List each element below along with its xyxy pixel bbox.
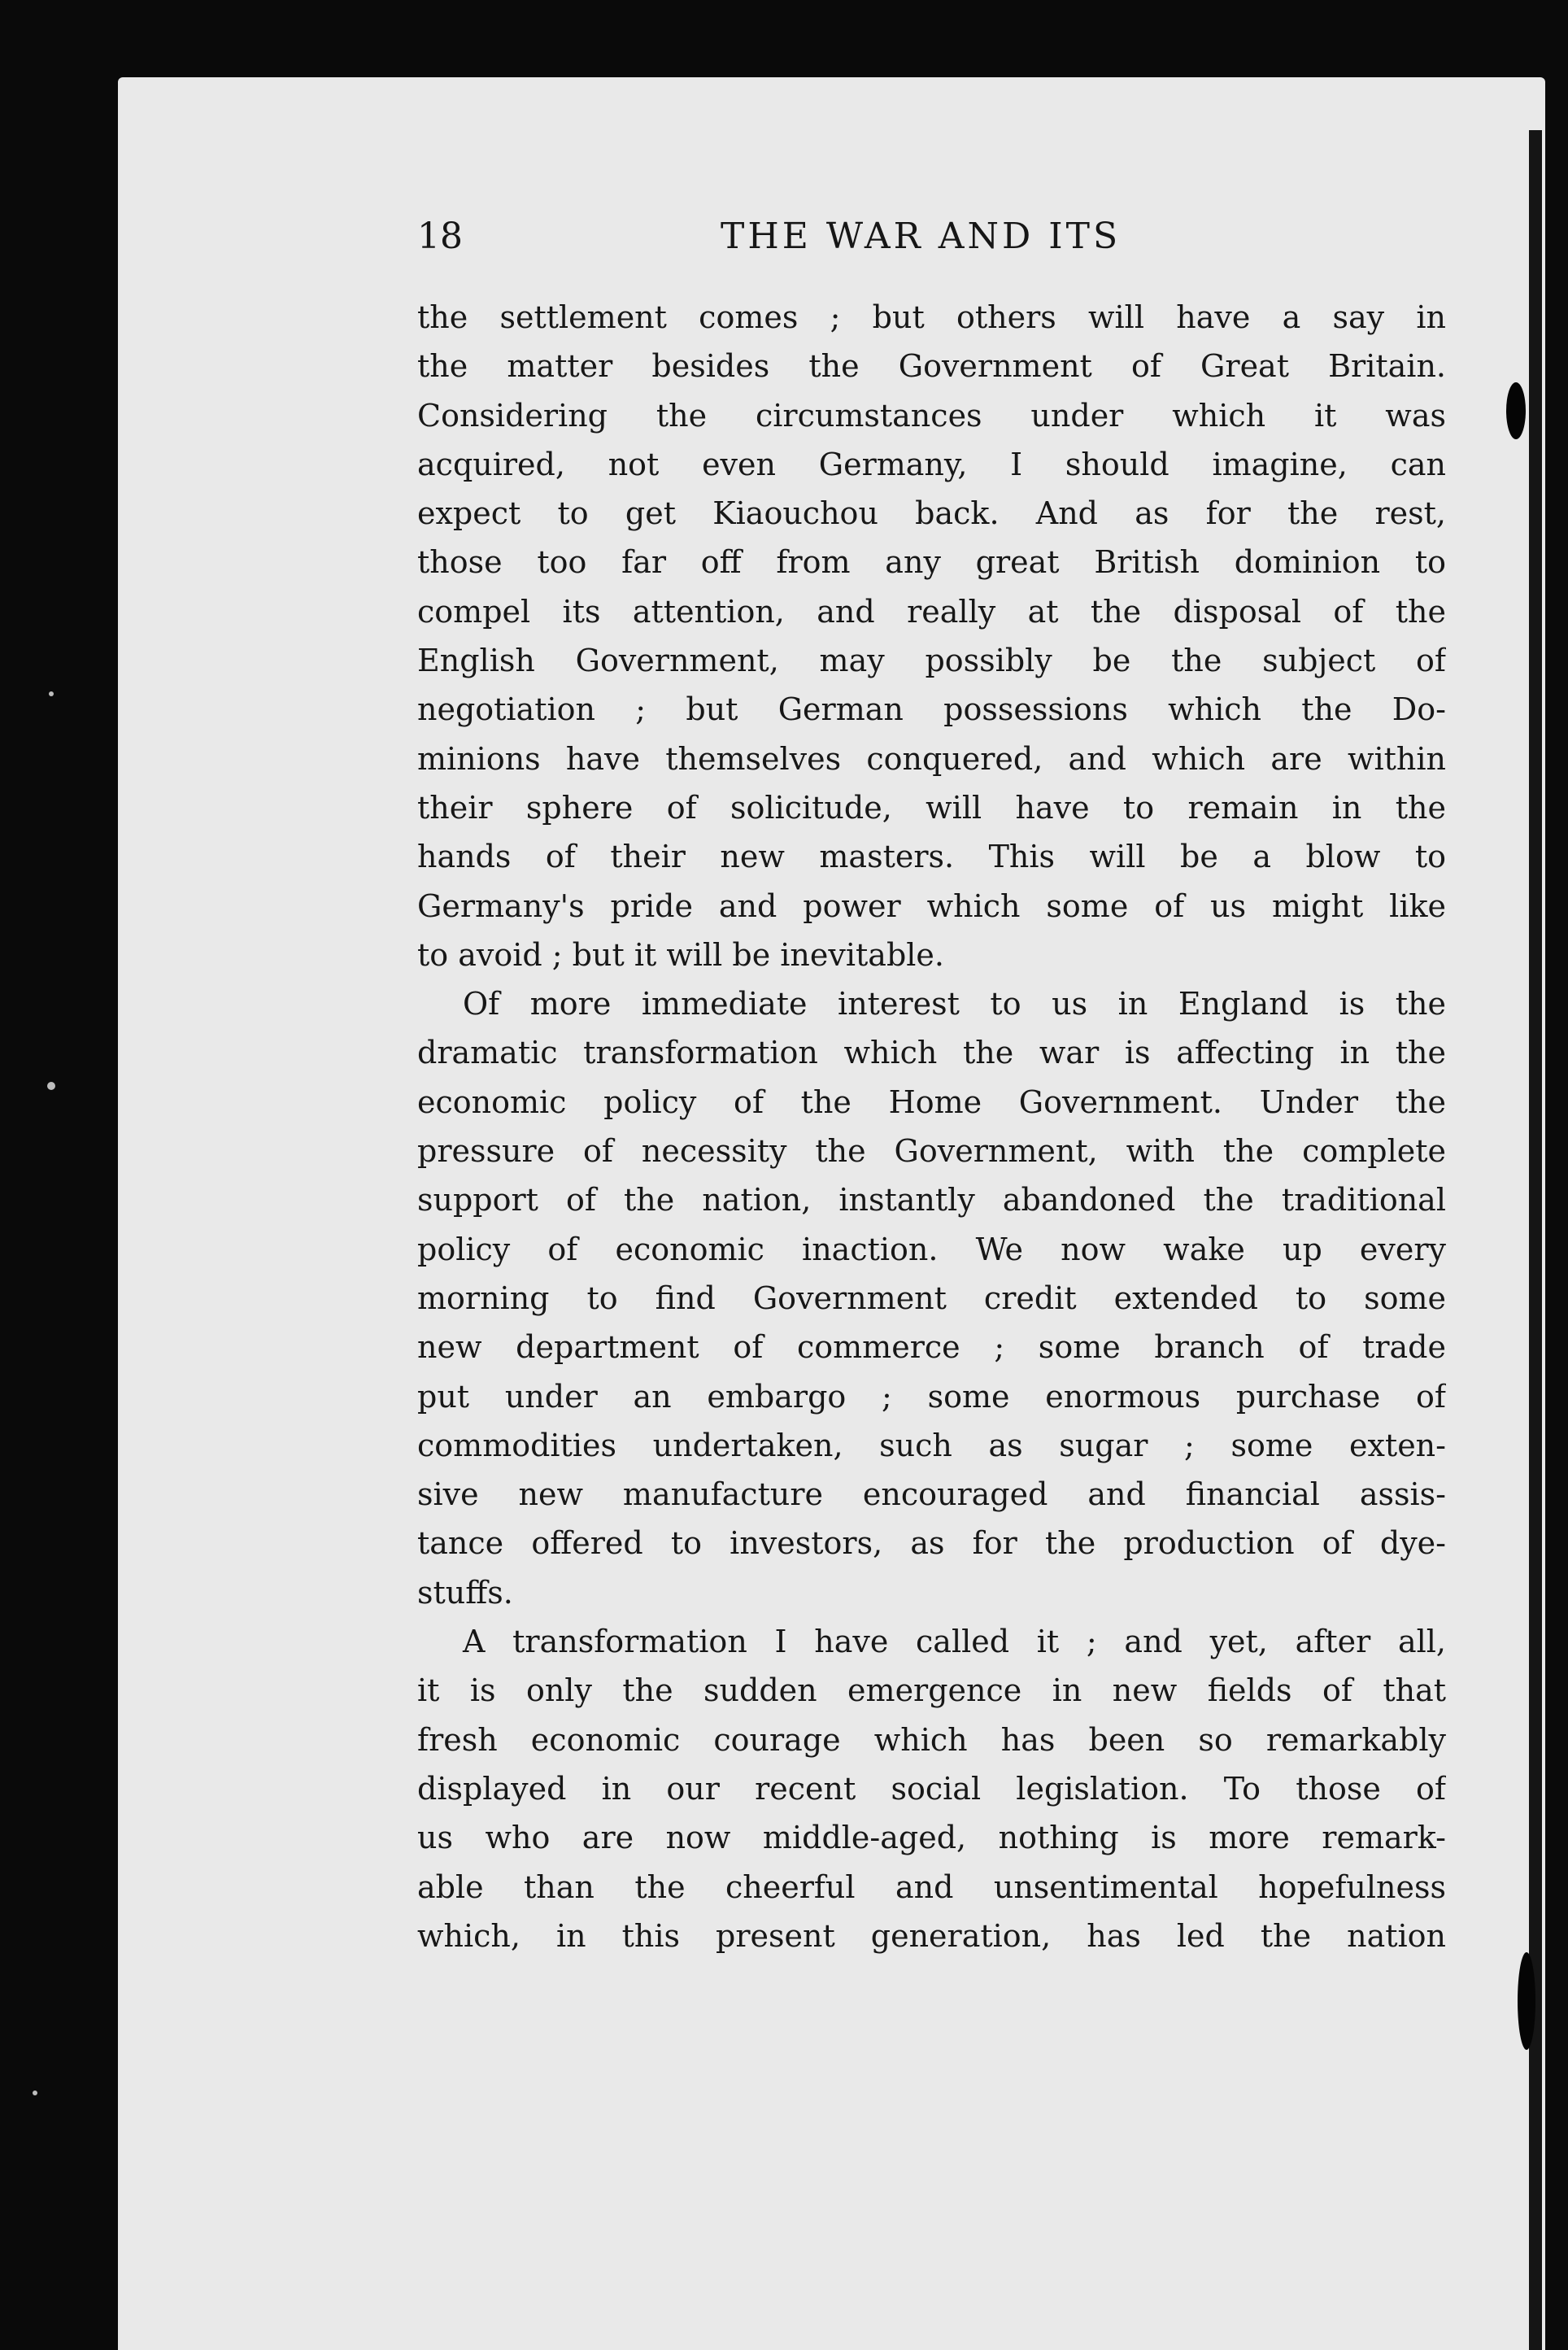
text-line: pressure of necessity the Government, with the complete: [417, 1133, 1446, 1170]
page-number: 18: [417, 216, 463, 257]
text-line: negotiation ; but German possessions which the Do-: [417, 691, 1446, 728]
text-line: fresh economic courage which has been so remarkably: [417, 1721, 1446, 1758]
text-line-paragraph-end: to avoid ; but it will be inevitable.: [417, 936, 944, 973]
text-line: Considering the circumstances under which it was: [417, 397, 1446, 434]
text-line: tance offered to investors, as for the production of dye-: [417, 1525, 1446, 1562]
text-line: the settlement comes ; but others will have a say in: [417, 299, 1446, 335]
scan-speck-left-3: [33, 2091, 37, 2095]
text-line: Germany's pride and power which some of us might like: [417, 887, 1446, 924]
text-line: their sphere of solicitude, will have to remain in the: [417, 789, 1446, 826]
text-line: compel its attention, and really at the disposal of the: [417, 593, 1446, 630]
text-line: commodities undertaken, such as sugar ; some exten-: [417, 1427, 1446, 1463]
text-line: acquired, not even Germany, I should imagine, can: [417, 446, 1446, 482]
page-header: [417, 216, 1446, 272]
text-line: able than the cheerful and unsentimental hopefulness: [417, 1868, 1446, 1905]
text-line: support of the nation, instantly abandoned the traditional: [417, 1182, 1446, 1219]
binding-mark-lower: [1518, 1952, 1535, 2050]
text-line: morning to find Government credit extended to some: [417, 1280, 1446, 1316]
binding-mark-upper: [1506, 382, 1526, 439]
text-line: economic policy of the Home Government. Under the: [417, 1083, 1446, 1120]
text-line: hands of their new masters. This will be a blow to: [417, 839, 1446, 875]
text-line: sive new manufacture encouraged and financial assis-: [417, 1476, 1446, 1513]
text-line: displayed in our recent social legislation. To those of: [417, 1770, 1446, 1807]
text-line: which, in this present generation, has led the nation: [417, 1917, 1446, 1954]
text-line: English Government, may possibly be the subject of: [417, 643, 1446, 679]
body-text: [417, 293, 1446, 1960]
text-line: minions have themselves conquered, and which are within: [417, 740, 1446, 777]
text-line-paragraph-start: A transformation I have called it ; and yet, after all,: [463, 1624, 1446, 1660]
running-head: THE WAR AND ITS: [721, 216, 1122, 257]
text-line: new department of commerce ; some branch of trade: [417, 1329, 1446, 1366]
text-line-paragraph-end: stuffs.: [417, 1574, 513, 1611]
text-line: dramatic transformation which the war is affecting in the: [417, 1035, 1446, 1071]
text-line: put under an embargo ; some enormous purchase of: [417, 1378, 1446, 1415]
scan-speck-left-1: [47, 1082, 55, 1090]
text-line: us who are now middle-aged, nothing is more remark-: [417, 1820, 1446, 1856]
scan-speck-left-2: [49, 691, 54, 696]
text-line: the matter besides the Government of Great Britain.: [417, 348, 1446, 385]
text-line: policy of economic inaction. We now wake up every: [417, 1231, 1446, 1267]
text-line: those too far off from any great British dominion to: [417, 544, 1446, 581]
text-line: it is only the sudden emergence in new fields of that: [417, 1672, 1446, 1709]
text-line: expect to get Kiaouchou back. And as for the rest,: [417, 495, 1446, 532]
text-line-paragraph-start: Of more immediate interest to us in England is the: [463, 986, 1446, 1022]
